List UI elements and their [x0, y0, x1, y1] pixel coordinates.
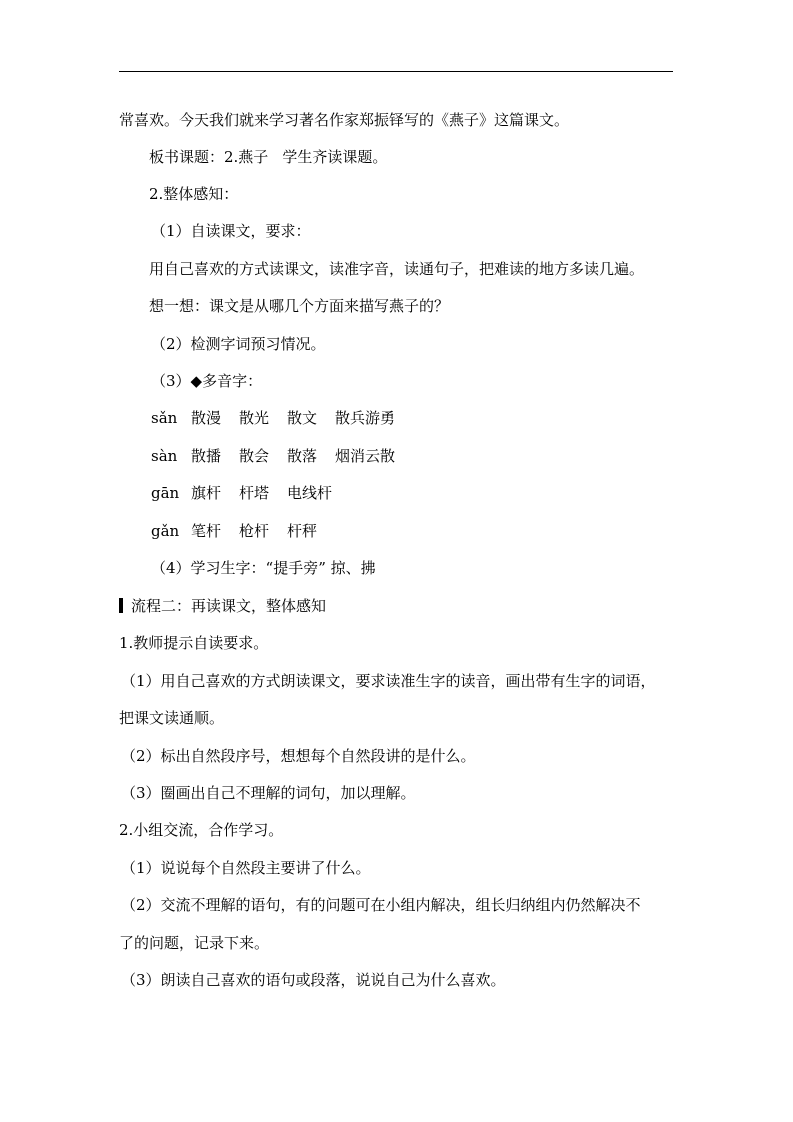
pinyin: gān [151, 484, 180, 502]
paragraph-line: 用自己喜欢的方式读课文，读准字音，读通句子，把难读的地方多读几遍。 [149, 260, 645, 278]
word: 枪杆 [239, 522, 270, 540]
board-title-note: 学生齐读课题。 [282, 148, 388, 166]
section-heading [119, 596, 326, 616]
step-heading: 2.整体感知： [149, 185, 239, 203]
list-item: （2）交流不理解的语句，有的问题可在小组内解决，组长归纳组内仍然解决不 [121, 896, 641, 914]
pinyin: sàn [151, 447, 178, 465]
list-item: （2）标出自然段序号，想想每个自然段讲的是什么。 [121, 747, 476, 765]
paragraph-line: 常喜欢。今天我们就来学习著名作家郑振铎写的《燕子》这篇课文。 [119, 111, 570, 129]
word: 烟消云散 [335, 447, 396, 465]
polyphone-row [151, 408, 395, 428]
word: 散文 [287, 409, 318, 427]
word: 散落 [287, 447, 318, 465]
list-item: （3）圈画出自己不理解的词句，加以理解。 [121, 784, 416, 802]
list-item: （1）自读课文，要求： [151, 222, 311, 240]
word: 散光 [239, 409, 270, 427]
list-item: （1）用自己喜欢的方式朗读课文，要求读准生字的读音，画出带有生字的词语， [121, 672, 656, 690]
step-heading: 2.小组交流，合作学习。 [119, 821, 284, 839]
list-item: （2）检测字词预习情况。 [151, 335, 326, 353]
word: 散播 [191, 447, 222, 465]
step-heading: 1.教师提示自读要求。 [119, 634, 269, 652]
word: 散兵游勇 [335, 409, 396, 427]
pinyin: gǎn [151, 522, 180, 540]
board-title-text: 板书课题：2.燕子 [149, 148, 269, 166]
word: 杆秤 [287, 522, 318, 540]
pinyin: sǎn [151, 409, 178, 427]
polyphone-row [151, 446, 395, 466]
polyphone-row [151, 483, 332, 503]
section-heading-text: 流程二：再读课文，整体感知 [131, 597, 327, 615]
list-item: （1）说说每个自然段主要讲了什么。 [121, 859, 371, 877]
section-marker [119, 598, 123, 613]
polyphone-row [151, 521, 317, 541]
list-item: （3）朗读自己喜欢的语句或段落，说说自己为什么喜欢。 [121, 971, 506, 989]
word: 杆塔 [239, 484, 270, 502]
word: 散会 [239, 447, 270, 465]
paragraph-line: 想一想：课文是从哪几个方面来描写燕子的？ [149, 297, 450, 315]
header-rule [119, 71, 673, 72]
word: 电线杆 [287, 484, 333, 502]
list-item: （3）◆多音字： [151, 372, 263, 390]
word: 旗杆 [191, 484, 222, 502]
word: 散漫 [191, 409, 222, 427]
word: 笔杆 [191, 522, 222, 540]
paragraph-line: 了的问题，记录下来。 [119, 934, 270, 952]
list-item: （4）学习生字：“提手旁” 掠、拂 [151, 559, 376, 577]
paragraph-line: 把课文读通顺。 [119, 709, 225, 727]
board-title-line [149, 147, 387, 167]
